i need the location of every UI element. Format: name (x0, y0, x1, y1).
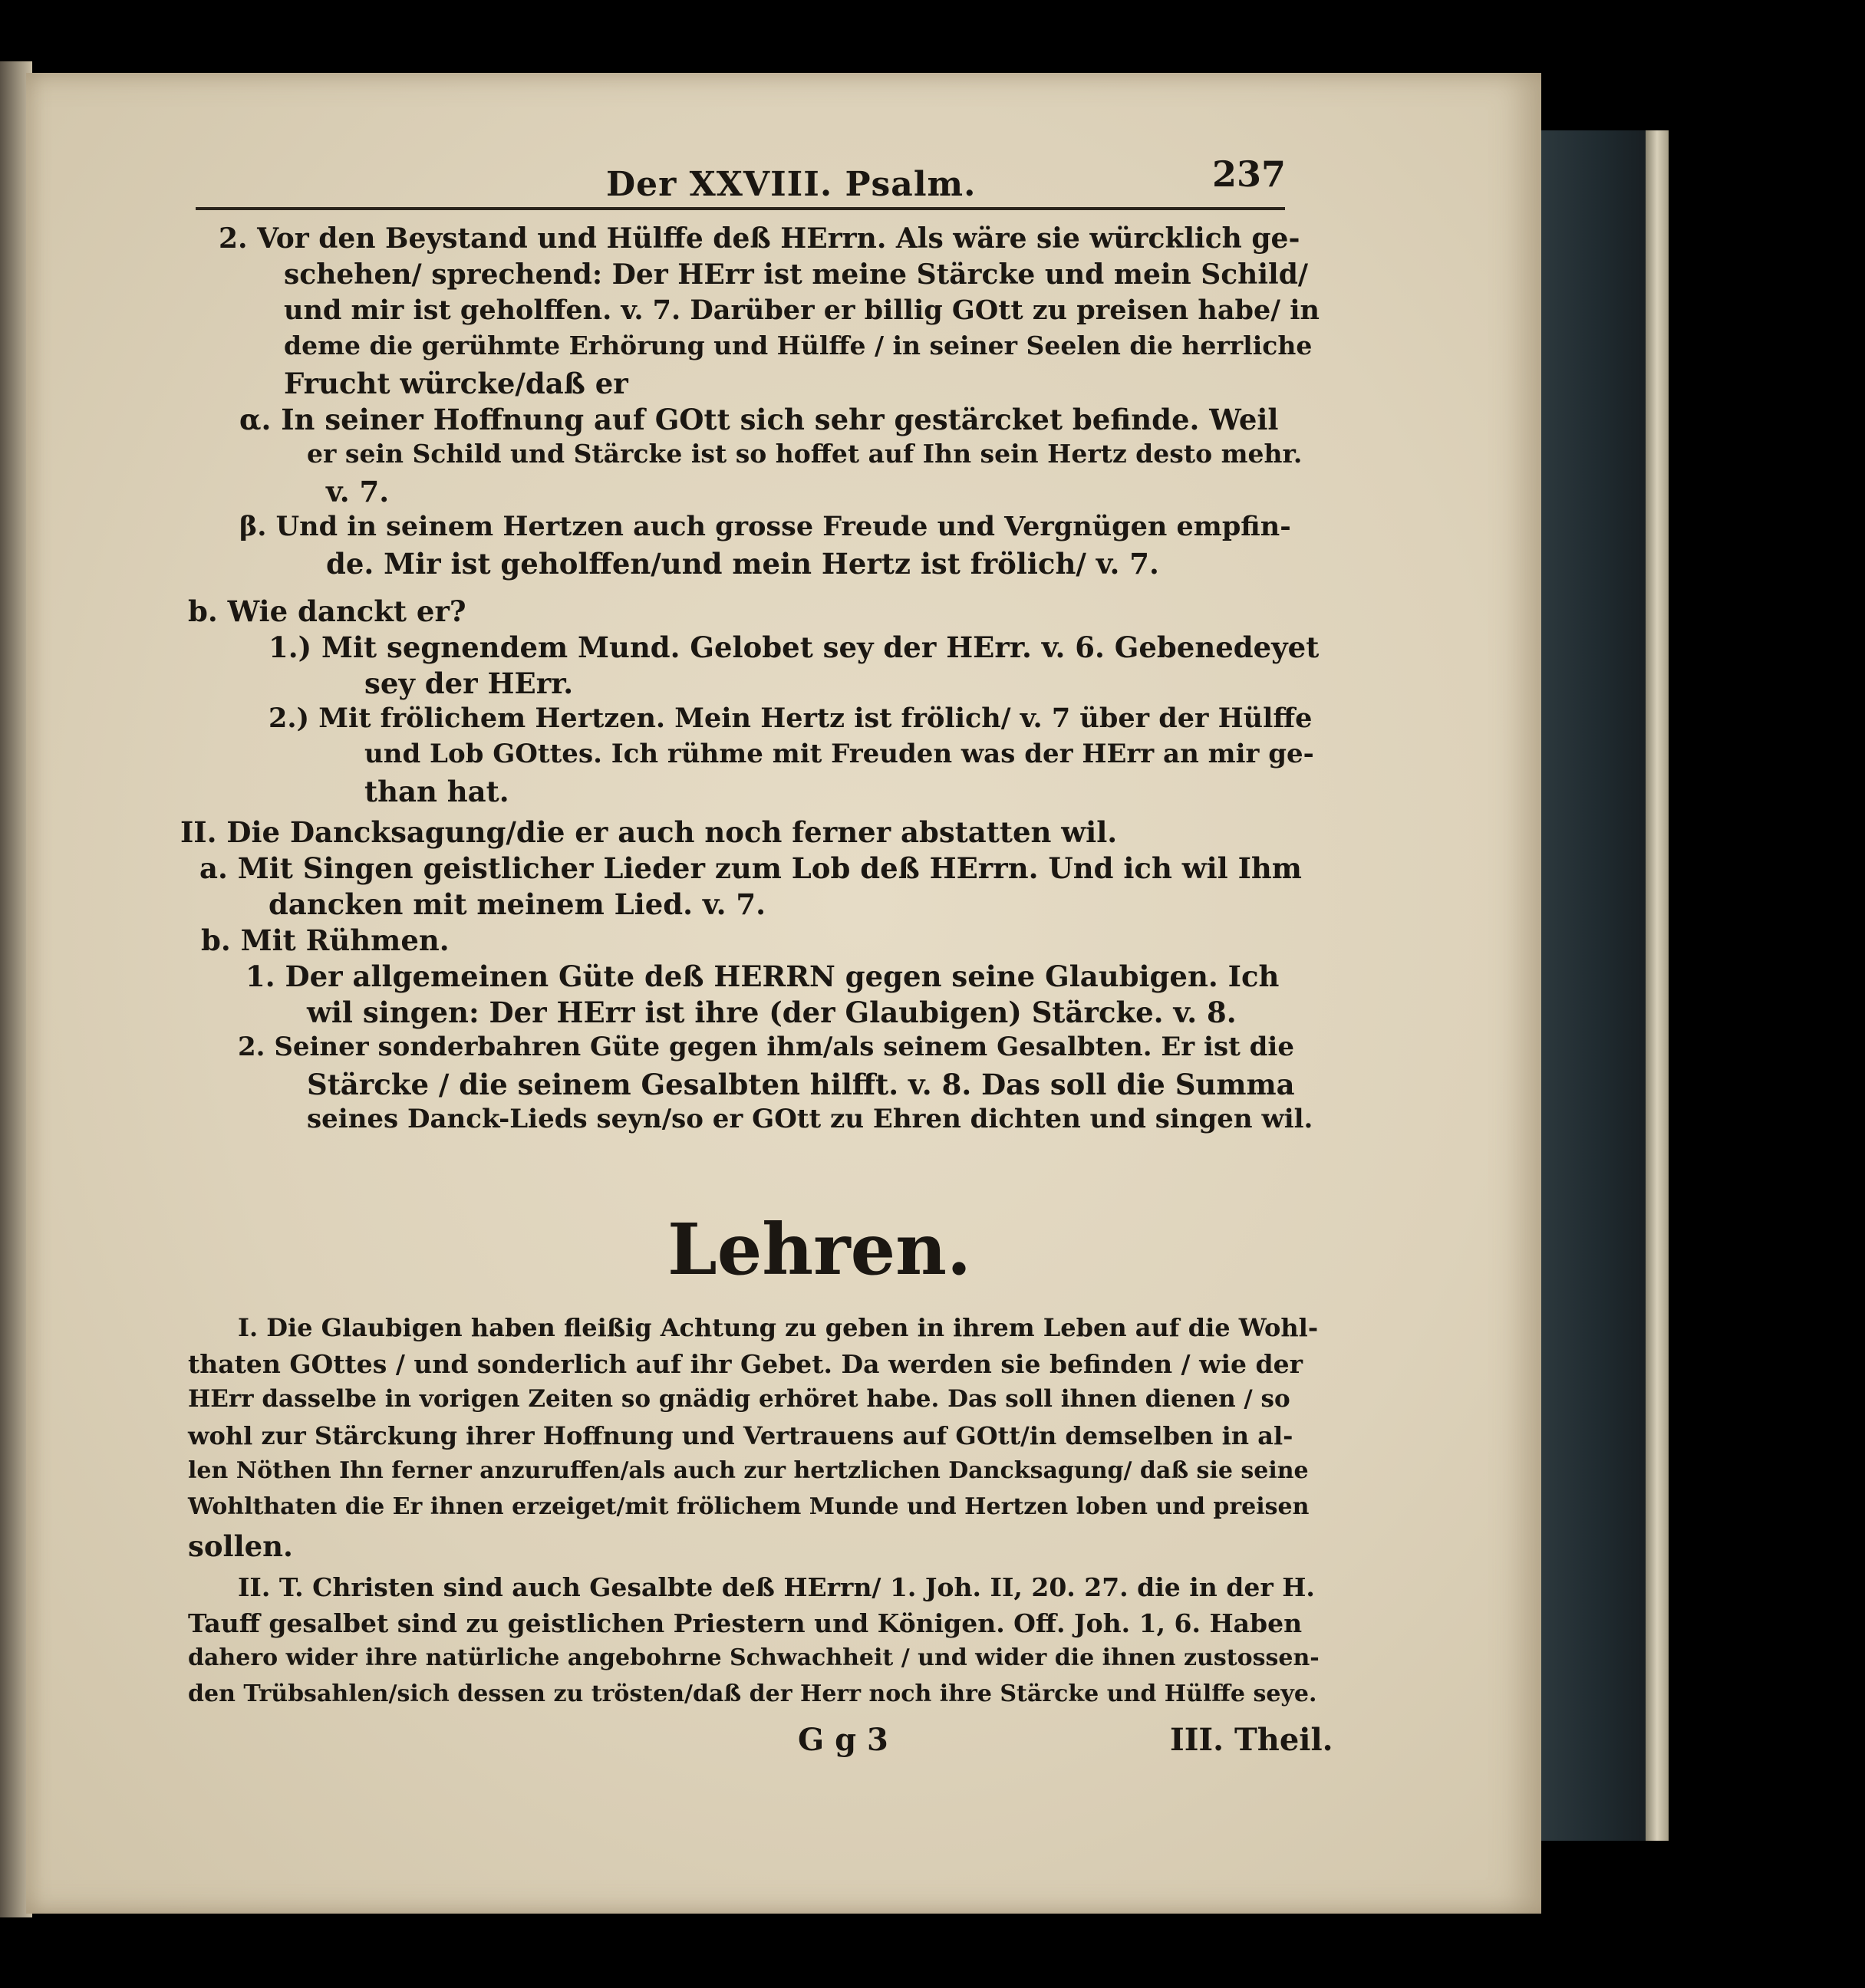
body-line: α. In seiner Hoffnung auf GOtt sich sehr gestärcket befinde. Weil (239, 403, 1279, 436)
catchword: III. Theil. (1170, 1722, 1333, 1758)
body-line: a. Mit Singen geistlicher Lieder zum Lob deß HErrn. Und ich wil Ihm (199, 851, 1302, 885)
body-line: de. Mir ist geholffen/und mein Hertz ist frölich/ v. 7. (326, 547, 1159, 581)
body-line: schehen/ sprechend: Der HErr ist meine Stärcke und mein Schild/ (284, 258, 1309, 291)
body-line: und Lob GOttes. Ich rühme mit Freuden was der HErr an mir ge- (364, 739, 1314, 769)
lesson-line: I. Die Glaubigen haben fleißig Achtung zu geben in ihrem Leben auf die Wohl- (238, 1313, 1319, 1342)
running-title: Der XXVIII. Psalm. (606, 165, 977, 204)
lesson-line: sollen. (188, 1529, 293, 1563)
lesson-line: wohl zur Stärckung ihrer Hoffnung und Vertrauens auf GOtt/in demselben in al- (188, 1421, 1293, 1450)
signature-mark: G g 3 (798, 1722, 888, 1758)
body-line: Stärcke / die seinem Gesalbten hilfft. v. 8. Das soll die Summa (307, 1068, 1295, 1101)
body-line: than hat. (364, 775, 509, 808)
body-line: dancken mit meinem Lied. v. 7. (269, 887, 766, 921)
section-heading: Lehren. (667, 1208, 972, 1291)
body-line: seines Danck-Lieds seyn/so er GOtt zu Ehren dichten und singen wil. (307, 1104, 1313, 1134)
body-line: deme die gerühmte Erhörung und Hülffe / in seiner Seelen die herrliche (284, 331, 1313, 360)
body-line: b. Mit Rühmen. (201, 923, 450, 957)
body-line: sey der HErr. (364, 667, 574, 700)
body-line: β. Und in seinem Hertzen auch grosse Freude und Vergnügen empfin- (239, 511, 1291, 542)
body-line: 1.) Mit segnendem Mund. Gelobet sey der HErr. v. 6. Gebenedeyet (269, 630, 1320, 664)
body-line: und mir ist geholffen. v. 7. Darüber er billig GOtt zu preisen habe/ in (284, 295, 1320, 326)
body-line: er sein Schild und Stärcke ist so hoffet auf Ihn sein Hertz desto mehr. (307, 439, 1303, 469)
page-number: 237 (1212, 153, 1287, 195)
body-line: 2. Vor den Beystand und Hülffe deß HErrn. Als wäre sie würcklich ge- (219, 222, 1300, 255)
body-line: 2. Seiner sonderbahren Güte gegen ihm/als seinem Gesalbten. Er ist die (238, 1032, 1294, 1062)
lesson-line: HErr dasselbe in vorigen Zeiten so gnädig erhöret habe. Das soll ihnen dienen / so (188, 1385, 1290, 1413)
body-line: wil singen: Der HErr ist ihre (der Glaubigen) Stärcke. v. 8. (307, 996, 1237, 1029)
body-line: 1. Der allgemeinen Güte deß HERRN gegen seine Glaubigen. Ich (245, 959, 1280, 993)
body-line: v. 7. (326, 475, 390, 509)
lesson-line: Tauff gesalbet sind zu geistlichen Priestern und Königen. Off. Joh. 1, 6. Haben (188, 1608, 1303, 1638)
lesson-line: thaten GOttes / und sonderlich auf ihr Gebet. Da werden sie befinden / wie der (188, 1349, 1303, 1379)
header-rule (196, 207, 1285, 210)
body-line: b. Wie danckt er? (188, 594, 466, 628)
body-line: Frucht würcke/daß er (284, 367, 628, 400)
lesson-line: den Trübsahlen/sich dessen zu trösten/daß der Herr noch ihre Stärcke und Hülffe seye. (188, 1680, 1317, 1707)
body-line: II. Die Dancksagung/die er auch noch ferner abstatten wil. (180, 815, 1118, 849)
lesson-line: II. T. Christen sind auch Gesalbte deß HErrn/ 1. Joh. II, 20. 27. die in der H. (238, 1572, 1315, 1602)
body-line: 2.) Mit frölichem Hertzen. Mein Hertz ist frölich/ v. 7 über der Hülffe (269, 703, 1313, 734)
lesson-line: Wohlthaten die Er ihnen erzeiget/mit frölichem Munde und Hertzen loben und preisen (188, 1493, 1310, 1520)
lesson-line: len Nöthen Ihn ferner anzuruffen/als auch zur hertzlichen Dancksagung/ daß sie seine (188, 1457, 1309, 1484)
lesson-line: dahero wider ihre natürliche angebohrne Schwachheit / und wider die ihnen zustossen- (188, 1644, 1320, 1671)
